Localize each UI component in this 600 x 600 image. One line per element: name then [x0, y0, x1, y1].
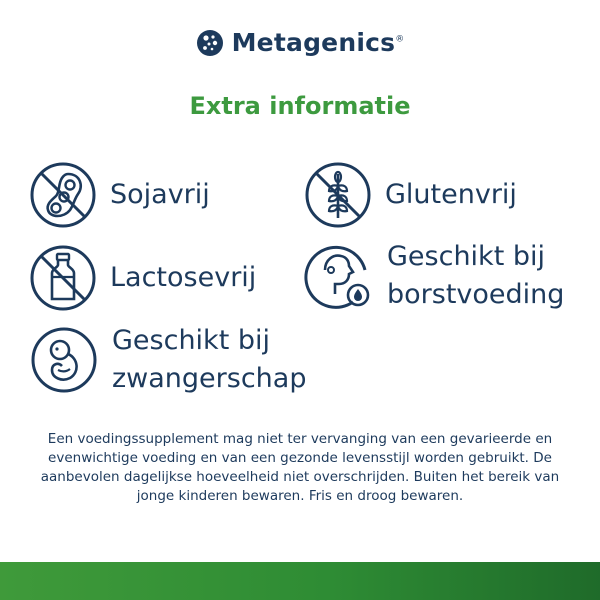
brand-name: Metagenics® — [231, 28, 405, 57]
no-gluten-icon — [303, 160, 373, 230]
breastfeeding-icon — [303, 240, 375, 312]
feature-pregnancy-suitable — [28, 322, 306, 398]
feature-label: Geschikt bij zwangerschap — [112, 325, 307, 394]
feature-label: Glutenvrij — [385, 179, 517, 210]
footer-bar — [0, 562, 600, 600]
feature-gluten-free — [303, 160, 517, 230]
pregnancy-icon — [28, 324, 100, 396]
brand-logo — [0, 28, 600, 57]
feature-label: Geschikt bij borstvoeding — [387, 241, 565, 310]
molecule-dots-icon — [196, 29, 224, 57]
feature-soy-free — [28, 160, 210, 230]
page-title: Extra informatie — [189, 92, 411, 120]
feature-label: Lactosevrij — [110, 262, 257, 293]
disclaimer-text: Een voedingssupplement mag niet ter vervanging van een gevarieerde en evenwichtige voeding en van een gezonde levensstijl worden gebruikt. De aanbevolen dagelijkse hoeveelheid niet overschrijden. Buiten het bereik van jonge kinderen bewaren. Fris en droog bewaren. — [40, 431, 560, 504]
no-lactose-icon — [28, 243, 98, 313]
feature-breastfeeding-suitable — [303, 238, 564, 314]
feature-lactose-free — [28, 243, 256, 313]
no-soy-icon — [28, 160, 98, 230]
feature-label: Sojavrij — [110, 179, 210, 210]
